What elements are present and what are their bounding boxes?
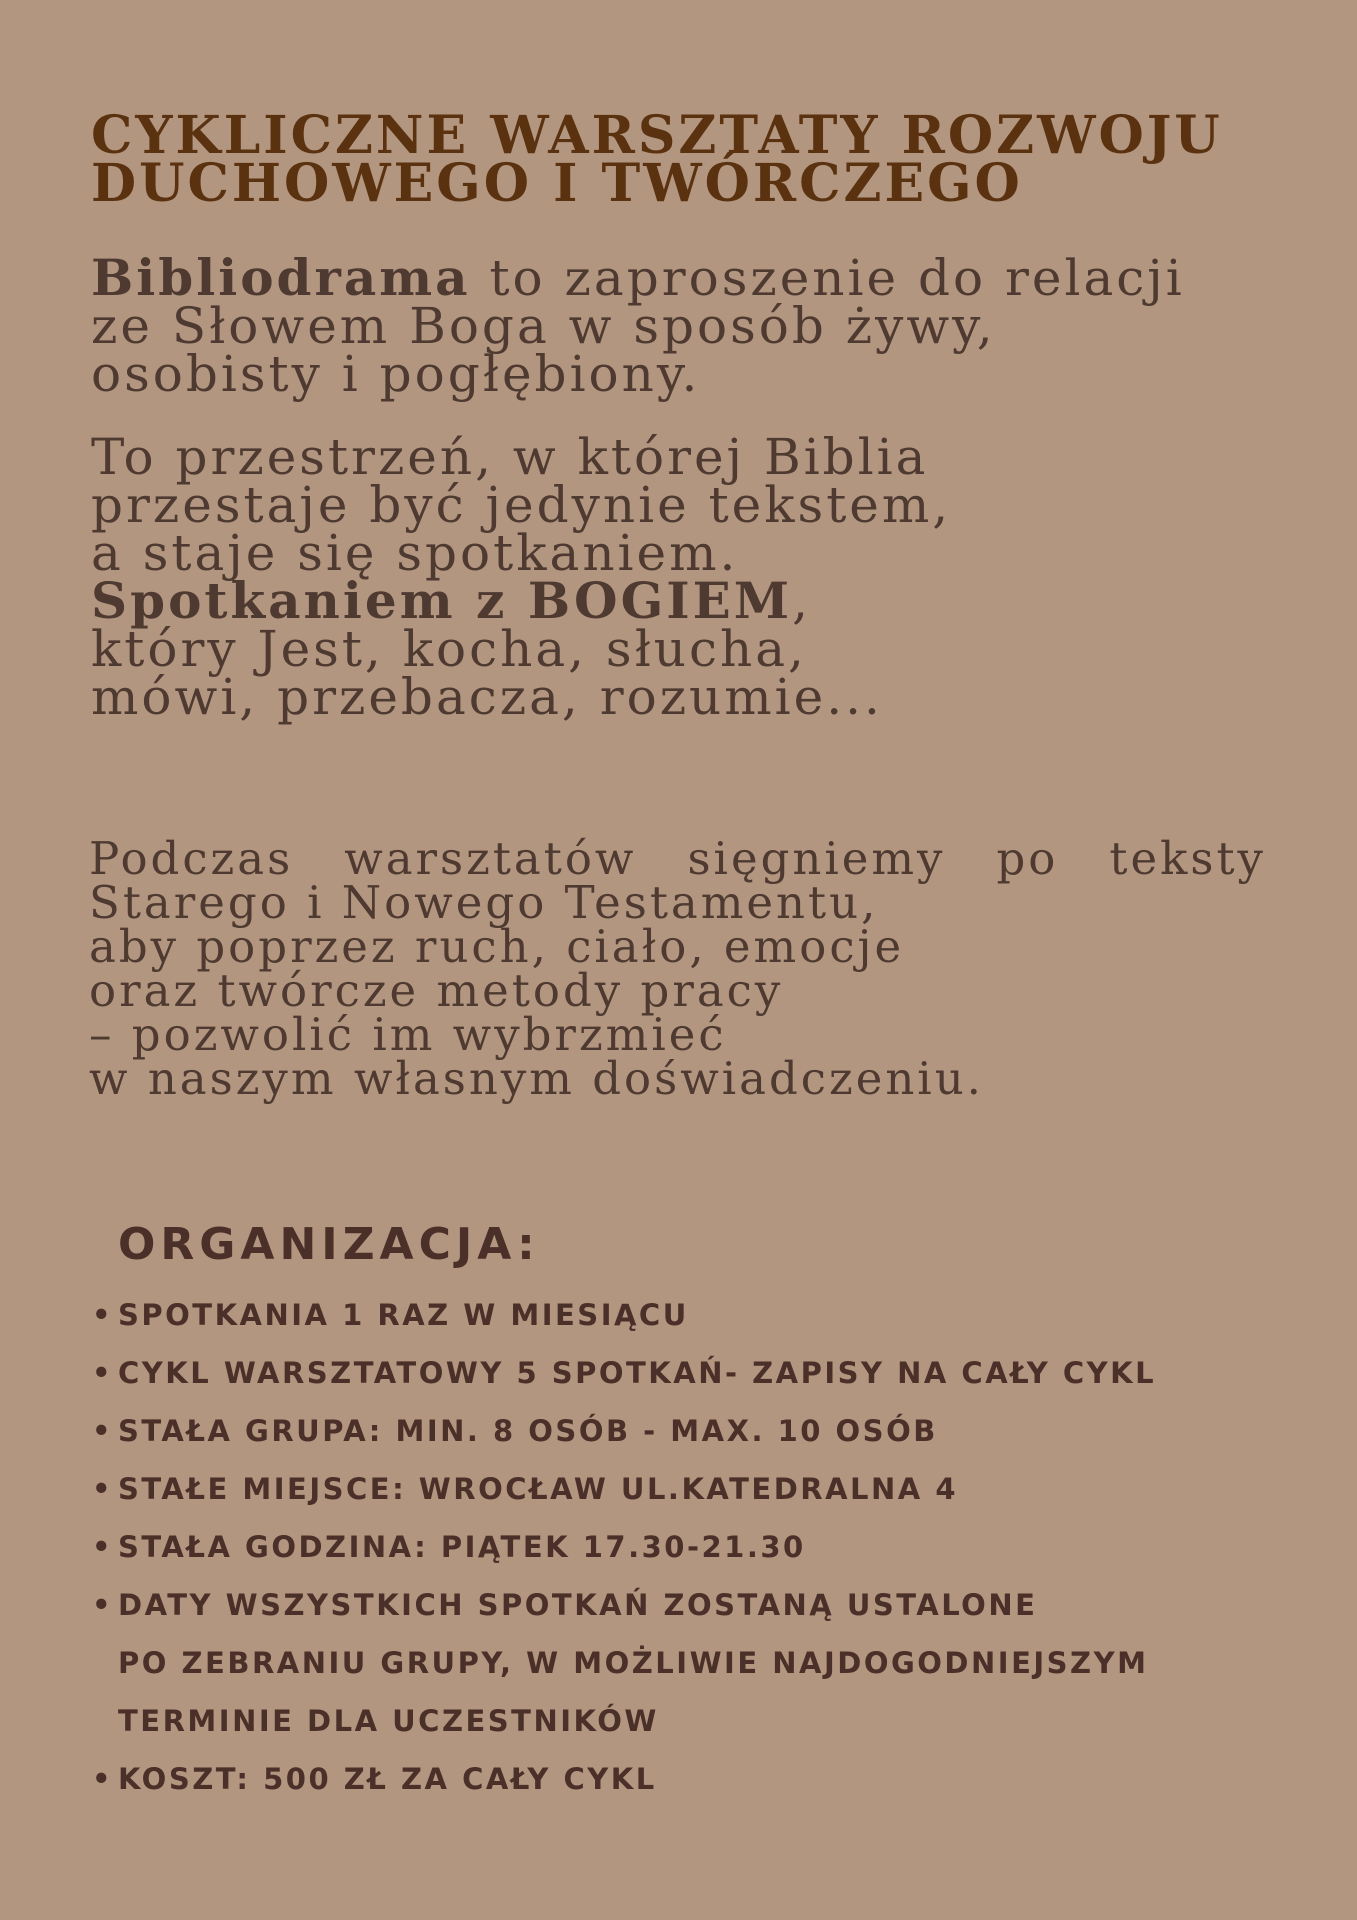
meeting-line-4 xyxy=(91,571,951,630)
intro-bold-term: Bibliodrama xyxy=(91,248,471,307)
intro-paragraph xyxy=(91,248,1185,403)
organization-list xyxy=(92,1286,1156,1808)
workshop-line-4: oraz twórcze metody pracy xyxy=(89,964,784,1017)
workshop-line-6: w naszym własnym doświadczeniu. xyxy=(89,1052,984,1105)
meeting-line-6: mówi, przebacza, rozumie... xyxy=(91,668,883,726)
intro-line-2: ze Słowem Boga w sposób żywy, xyxy=(91,297,996,355)
intro-line-3: osobisty i pogłębiony. xyxy=(91,345,701,403)
meeting-line-2: przestaje być jedynie tekstem, xyxy=(91,476,952,534)
intro-line-1-rest: to zaproszenie do relacji xyxy=(470,249,1185,307)
workshop-paragraph xyxy=(89,832,1266,1105)
meeting-line-1: To przestrzeń, w której Biblia xyxy=(91,428,929,486)
bullet-dot-icon: • xyxy=(92,1414,114,1448)
meeting-paragraph xyxy=(91,428,952,726)
organization-item xyxy=(92,1460,1156,1518)
workshop-line-2: Starego i Nowego Testamentu, xyxy=(89,876,879,929)
title-line-1: CYKLICZNE WARSZTATY ROZWOJU xyxy=(91,105,1223,166)
organization-item-text: PO ZEBRANIU GRUPY, W MOŻLIWIE NAJDOGODNIEJSZYM xyxy=(118,1646,1149,1680)
workshop-line-5: – pozwolić im wybrzmieć xyxy=(89,1008,727,1061)
meeting-line-5: który Jest, kocha, słucha, xyxy=(91,620,807,678)
bullet-dot-icon: • xyxy=(92,1762,114,1796)
organization-item xyxy=(92,1344,1156,1402)
organization-item-text: KOSZT: 500 ZŁ ZA CAŁY CYKL xyxy=(118,1762,657,1796)
bullet-dot-icon: • xyxy=(92,1588,114,1622)
bullet-dot-icon: • xyxy=(92,1298,114,1332)
organization-item xyxy=(92,1286,1156,1344)
meeting-line-3: a staje się spotkaniem. xyxy=(91,524,739,582)
organization-item-text: STAŁE MIEJSCE: WROCŁAW UL.KATEDRALNA 4 xyxy=(118,1472,959,1506)
organization-item xyxy=(92,1518,1156,1576)
organization-item-text: DATY WSZYSTKICH SPOTKAŃ ZOSTANĄ USTALONE xyxy=(118,1588,1038,1622)
organization-item-text: CYKL WARSZTATOWY 5 SPOTKAŃ- ZAPISY NA CAŁY CYKL xyxy=(118,1356,1157,1390)
bullet-dot-icon: • xyxy=(92,1472,114,1506)
organization-heading: ORGANIZACJA: xyxy=(118,1219,540,1270)
organization-item xyxy=(92,1750,1156,1808)
workshop-word: sięgniemy xyxy=(687,832,946,885)
intro-line-1 xyxy=(91,248,1185,307)
organization-item-text: STAŁA GRUPA: MIN. 8 OSÓB - MAX. 10 OSÓB xyxy=(118,1414,938,1448)
organization-item-text: SPOTKANIA 1 RAZ W MIESIĄCU xyxy=(118,1298,689,1332)
meeting-bold-phrase: Spotkaniem z BOGIEM xyxy=(91,571,793,630)
organization-item xyxy=(92,1576,1156,1750)
organization-item-text: TERMINIE DLA UCZESTNIKÓW xyxy=(118,1704,659,1738)
meeting-line-4-rest: , xyxy=(792,572,812,630)
workshop-word: teksty xyxy=(1109,832,1266,885)
bullet-dot-icon: • xyxy=(92,1530,114,1564)
workshop-line-3: aby poprzez ruch, ciało, emocje xyxy=(89,920,905,973)
workshop-word: warsztatów xyxy=(344,832,637,885)
organization-item xyxy=(92,1402,1156,1460)
page-title xyxy=(91,105,1223,214)
workshop-line-1 xyxy=(89,832,1266,885)
bullet-dot-icon: • xyxy=(92,1356,114,1390)
organization-item-text: STAŁA GODZINA: PIĄTEK 17.30-21.30 xyxy=(118,1530,806,1564)
workshop-word: po xyxy=(996,832,1059,885)
title-line-2: DUCHOWEGO I TWÓRCZEGO xyxy=(91,153,1023,214)
workshop-word: Podczas xyxy=(89,832,294,885)
